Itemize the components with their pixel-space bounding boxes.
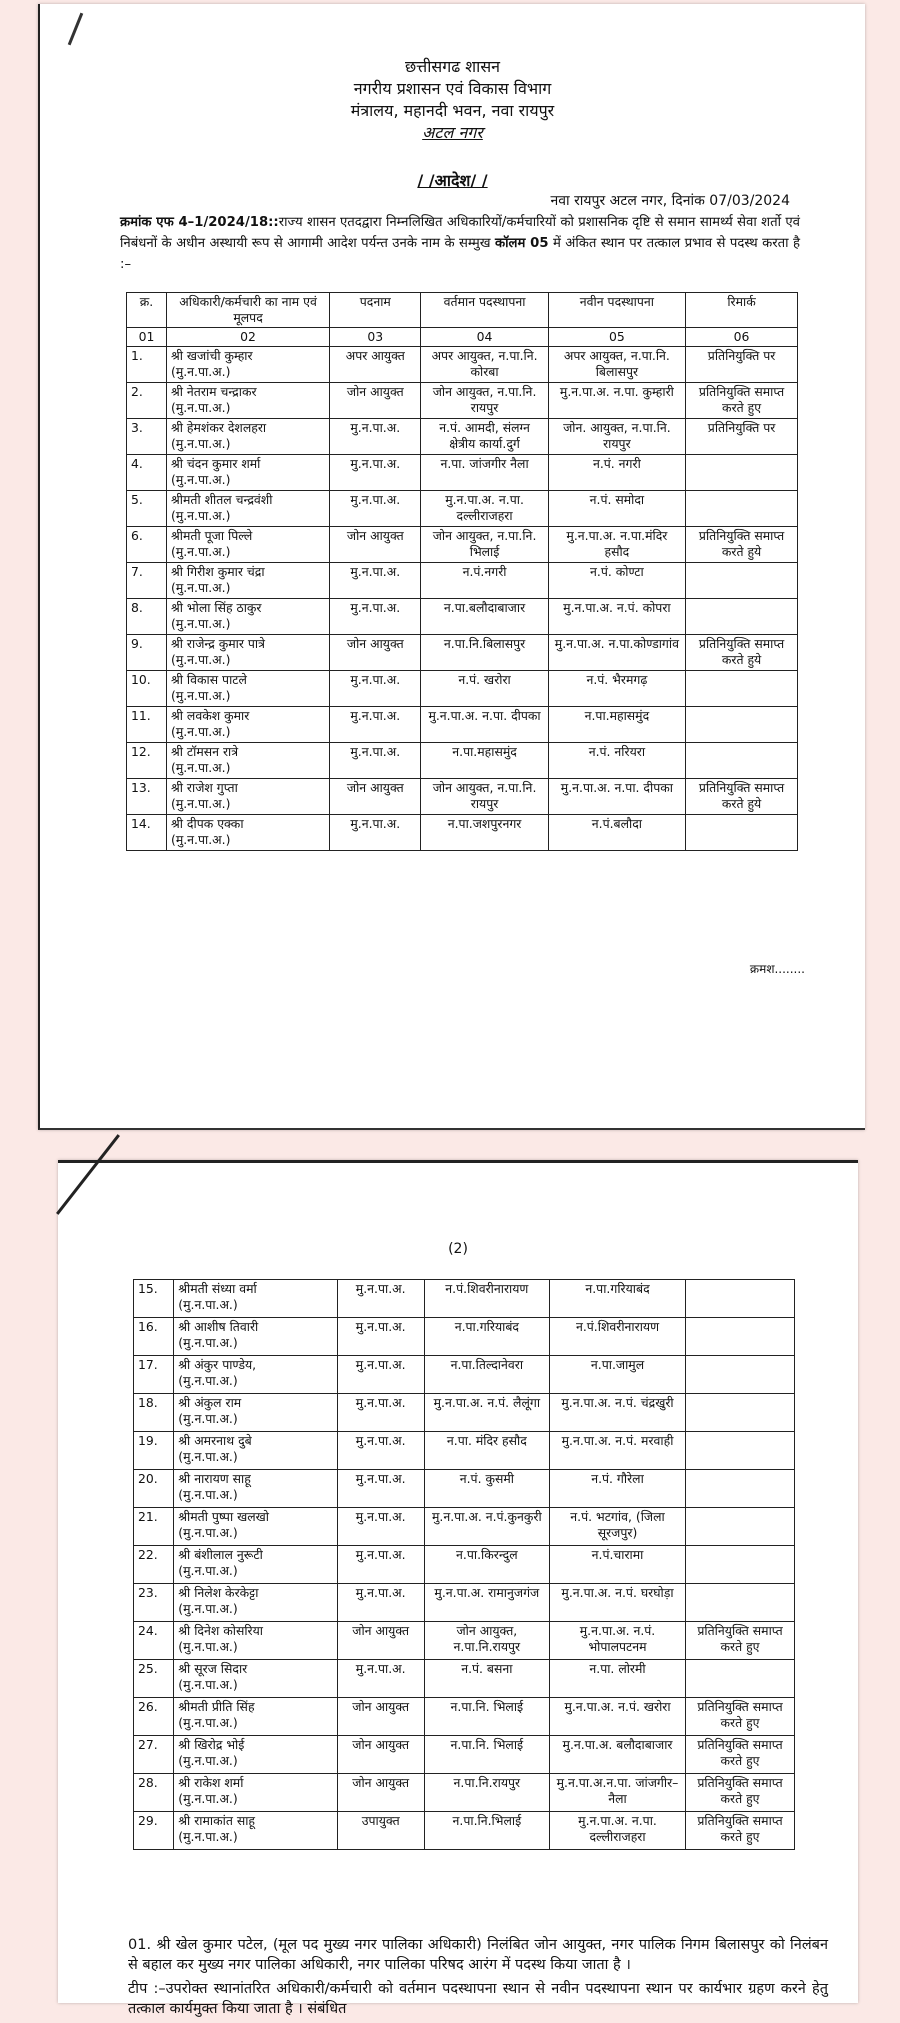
serial-number: 14.	[127, 815, 167, 851]
remark-cell: प्रतिनियुक्ति समाप्त करते हुए	[686, 383, 798, 419]
current-posting-cell: मु.न.पा.अ. न.पा. दल्लीराजहरा	[421, 491, 548, 527]
remark-cell: प्रतिनियुक्ति समाप्त करते हुये	[686, 779, 798, 815]
officer-cadre: (मु.न.पा.अ.)	[178, 1335, 238, 1350]
designation-cell: जोन आयुक्त	[337, 1736, 424, 1774]
designation-cell: मु.न.पा.अ.	[330, 815, 421, 851]
designation-cell: मु.न.पा.अ.	[330, 455, 421, 491]
new-posting-cell: मु.न.पा.अ. न.पं. घरघोड़ा	[549, 1584, 685, 1622]
serial-number: 12.	[127, 743, 167, 779]
col-num: 02	[167, 328, 330, 347]
remark-cell: प्रतिनियुक्ति समाप्त करते हुए	[686, 1812, 795, 1850]
officer-name-text: श्री राजेश गुप्ता	[171, 780, 238, 795]
serial-number: 23.	[134, 1584, 174, 1622]
officer-name-text: श्री राकेश शर्मा	[178, 1775, 244, 1790]
designation-cell: जोन आयुक्त	[337, 1622, 424, 1660]
officer-name	[174, 1546, 337, 1584]
remark-cell	[686, 563, 798, 599]
notes-section	[128, 1935, 828, 2023]
table-row	[127, 599, 798, 635]
table-row	[134, 1508, 795, 1546]
new-posting-cell: मु.न.पा.अ. बलौदाबाजार	[549, 1736, 685, 1774]
order-reference: क्रमांक एफ 4–1/2024/18::	[120, 215, 279, 230]
designation-cell: मु.न.पा.अ.	[330, 671, 421, 707]
designation-cell: मु.न.पा.अ.	[337, 1432, 424, 1470]
intro-paragraph	[120, 212, 800, 275]
officer-name	[167, 455, 330, 491]
remark-cell	[686, 1280, 795, 1318]
remark-cell	[686, 671, 798, 707]
header-new: नवीन पदस्थापना	[548, 293, 685, 328]
officer-name-text: श्री आशीष तिवारी	[178, 1319, 259, 1334]
table-row	[134, 1774, 795, 1812]
officer-name-text: श्री चंदन कुमार शर्मा	[171, 456, 261, 471]
officer-name-text: श्री सूरज सिदार	[178, 1661, 248, 1676]
remark-cell	[686, 1394, 795, 1432]
new-posting-cell: न.पं. भटगांव, (जिला सूरजपुर)	[549, 1508, 685, 1546]
officer-name-text: श्री खजांची कुम्हार	[171, 348, 253, 363]
officer-name-text: श्री विकास पाटले	[171, 672, 247, 687]
serial-number: 10.	[127, 671, 167, 707]
current-posting-cell: न.पा.तिल्दानेवरा	[424, 1356, 549, 1394]
current-posting-cell: जोन आयुक्त, न.पा.नि.रायपुर	[424, 1622, 549, 1660]
new-posting-cell: मु.न.पा.अ. न.पा.मंदिर हसौद	[548, 527, 685, 563]
serial-number: 2.	[127, 383, 167, 419]
serial-number: 15.	[134, 1280, 174, 1318]
new-posting-cell: न.पं.बलौदा	[548, 815, 685, 851]
document-page-1	[38, 4, 865, 1130]
officer-cadre: (मु.न.पा.अ.)	[178, 1677, 238, 1692]
officer-cadre: (मु.न.पा.अ.)	[171, 760, 231, 775]
designation-cell: जोन आयुक्त	[337, 1774, 424, 1812]
current-posting-cell: न.पा.नि.रायपुर	[424, 1774, 549, 1812]
officer-cadre: (मु.न.पा.अ.)	[171, 832, 231, 847]
new-posting-cell: न.पा.गरियाबंद	[549, 1280, 685, 1318]
officer-name-text: श्रीमती संध्या वर्मा	[178, 1281, 257, 1296]
header-name: अधिकारी/कर्मचारी का नाम एवं मूलपद	[167, 293, 330, 328]
table-row	[134, 1280, 795, 1318]
serial-number: 21.	[134, 1508, 174, 1546]
table-body-page-2	[134, 1280, 795, 1850]
page-number: (2)	[448, 1241, 468, 1257]
officer-name	[174, 1622, 337, 1660]
current-posting-cell: न.पं. कुसमी	[424, 1470, 549, 1508]
officer-cadre: (मु.न.पा.अ.)	[178, 1411, 238, 1426]
current-posting-cell: न.पं. बसना	[424, 1660, 549, 1698]
serial-number: 26.	[134, 1698, 174, 1736]
new-posting-cell: न.पं.शिवरीनारायण	[549, 1318, 685, 1356]
officer-cadre: (मु.न.पा.अ.)	[171, 472, 231, 487]
officer-name-text: श्री खिरोद्र भोई	[178, 1737, 245, 1752]
remark-cell	[686, 1318, 795, 1356]
remark-cell	[686, 815, 798, 851]
table-row	[134, 1394, 795, 1432]
officer-name	[167, 779, 330, 815]
table-row	[127, 527, 798, 563]
serial-number: 19.	[134, 1432, 174, 1470]
officer-cadre: (मु.न.पा.अ.)	[171, 616, 231, 631]
new-posting-cell: मु.न.पा.अ. न.पं. खरोरा	[549, 1698, 685, 1736]
officer-name	[167, 527, 330, 563]
officer-name	[174, 1698, 337, 1736]
new-posting-cell: मु.न.पा.अ. न.पं. भोपालपटनम	[549, 1622, 685, 1660]
new-posting-cell: मु.न.पा.अ.न.पा. जांजगीर–नैला	[549, 1774, 685, 1812]
table-row	[134, 1356, 795, 1394]
designation-cell: मु.न.पा.अ.	[337, 1508, 424, 1546]
officer-name	[174, 1508, 337, 1546]
serial-number: 3.	[127, 419, 167, 455]
remark-cell	[686, 1432, 795, 1470]
current-posting-cell: न.पं. आमदी, संलग्न क्षेत्रीय कार्या.दुर्ग	[421, 419, 548, 455]
remark-cell	[686, 491, 798, 527]
table-row	[127, 455, 798, 491]
designation-cell: मु.न.पा.अ.	[330, 491, 421, 527]
designation-cell: अपर आयुक्त	[330, 347, 421, 383]
officer-name-text: श्री अंकुल राम	[178, 1395, 242, 1410]
remark-cell: प्रतिनियुक्ति पर	[686, 347, 798, 383]
designation-cell: जोन आयुक्त	[337, 1698, 424, 1736]
table-row	[127, 491, 798, 527]
intro-body: राज्य शासन एतदद्वारा निम्नलिखित अधिकारियों/कर्मचारियों को प्रशासनिक दृष्टि से समान सामर्थ्य सेवा शर्तो एवं निबंधनों के अधीन अस्थायी रूप से आगामी आदेश पर्यन्त उनके नाम के सम्मुख	[120, 215, 800, 251]
officer-name-text: श्री लवकेश कुमार	[171, 708, 250, 723]
document-page-2	[58, 1160, 858, 2017]
designation-cell: मु.न.पा.अ.	[330, 419, 421, 455]
current-posting-cell: अपर आयुक्त, न.पा.नि. कोरबा	[421, 347, 548, 383]
header-sn: क्र.	[127, 293, 167, 328]
col-num: 06	[686, 328, 798, 347]
current-posting-cell: जोन आयुक्त, न.पा.नि. भिलाई	[421, 527, 548, 563]
designation-cell: जोन आयुक्त	[330, 635, 421, 671]
officer-cadre: (मु.न.पा.अ.)	[178, 1449, 238, 1464]
new-posting-cell: अपर आयुक्त, न.पा.नि. बिलासपुर	[548, 347, 685, 383]
ministry-address: मंत्रालय, महानदी भवन, नवा रायपुर	[350, 101, 555, 120]
officer-name-text: श्रीमती प्रीति सिंह	[178, 1699, 255, 1714]
officer-name-text: श्री नेतराम चन्द्राकर	[171, 384, 257, 399]
officer-cadre: (मु.न.पा.अ.)	[171, 436, 231, 451]
serial-number: 22.	[134, 1546, 174, 1584]
officer-cadre: (मु.न.पा.अ.)	[178, 1715, 238, 1730]
serial-number: 24.	[134, 1622, 174, 1660]
header-current: वर्तमान पदस्थापना	[421, 293, 548, 328]
pen-mark	[68, 13, 84, 46]
table-row	[134, 1698, 795, 1736]
table-row	[127, 635, 798, 671]
designation-cell: जोन आयुक्त	[330, 527, 421, 563]
col-num: 04	[421, 328, 548, 347]
designation-cell: जोन आयुक्त	[330, 383, 421, 419]
serial-number: 6.	[127, 527, 167, 563]
new-posting-cell: जोन. आयुक्त, न.पा.नि. रायपुर	[548, 419, 685, 455]
officer-name-text: श्री टॉमसन रात्रे	[171, 744, 239, 759]
serial-number: 16.	[134, 1318, 174, 1356]
col-num: 03	[330, 328, 421, 347]
table-row	[127, 671, 798, 707]
current-posting-cell: न.पा.जशपुरनगर	[421, 815, 548, 851]
officer-name	[167, 491, 330, 527]
city-name: अटल नगर	[422, 123, 483, 142]
officer-name	[174, 1394, 337, 1432]
officer-name-text: श्री निलेश केरकेट्टा	[178, 1585, 259, 1600]
current-posting-cell: जोन आयुक्त, न.पा.नि. रायपुर	[421, 383, 548, 419]
officer-cadre: (मु.न.पा.अ.)	[178, 1639, 238, 1654]
new-posting-cell: मु.न.पा.अ. न.पं. मरवाही	[549, 1432, 685, 1470]
officer-name-text: श्री दिनेश कोसरिया	[178, 1623, 264, 1638]
new-posting-cell: न.पं.चारामा	[549, 1546, 685, 1584]
new-posting-cell: मु.न.पा.अ. न.पं. चंद्रखुरी	[549, 1394, 685, 1432]
officer-cadre: (मु.न.पा.अ.)	[178, 1563, 238, 1578]
table-row	[127, 707, 798, 743]
department-name: नगरीय प्रशासन एवं विकास विभाग	[353, 79, 552, 98]
serial-number: 17.	[134, 1356, 174, 1394]
officer-cadre: (मु.न.पा.अ.)	[178, 1297, 238, 1312]
officer-name	[174, 1774, 337, 1812]
officer-name	[167, 815, 330, 851]
intro-end: में अंकित स्थान पर तत्काल प्रभाव से पदस्थ करता है :–	[120, 236, 800, 272]
table-row	[127, 779, 798, 815]
table-header-row	[127, 293, 798, 328]
remark-cell: प्रतिनियुक्ति समाप्त करते हुए	[686, 1698, 795, 1736]
officer-name-text: श्री अंकुर पाण्डेय,	[178, 1357, 257, 1372]
officer-cadre: (मु.न.पा.अ.)	[171, 796, 231, 811]
new-posting-cell: मु.न.पा.अ. न.पा.कोण्डागांव	[548, 635, 685, 671]
serial-number: 29.	[134, 1812, 174, 1850]
current-posting-cell: मु.न.पा.अ. न.पं. लैलूंगा	[424, 1394, 549, 1432]
current-posting-cell: मु.न.पा.अ. न.पं.कुनकुरी	[424, 1508, 549, 1546]
officer-name-text: श्रीमती पुष्पा खलखो	[178, 1509, 269, 1524]
remark-cell	[686, 1508, 795, 1546]
table-row	[127, 419, 798, 455]
serial-number: 27.	[134, 1736, 174, 1774]
officer-name	[174, 1432, 337, 1470]
officer-name	[174, 1660, 337, 1698]
serial-number: 13.	[127, 779, 167, 815]
designation-cell: मु.न.पा.अ.	[337, 1280, 424, 1318]
transfer-table-page-1	[126, 292, 798, 851]
current-posting-cell: न.पा.महासमुंद	[421, 743, 548, 779]
order-title: / /आदेश/ /	[417, 171, 488, 190]
continued-marker: क्रमश........	[749, 962, 805, 976]
new-posting-cell: न.पं. भैरमगढ़	[548, 671, 685, 707]
serial-number: 4.	[127, 455, 167, 491]
note-relieving: टीप :–उपरोक्त स्थानांतरित अधिकारी/कर्मचारी को वर्तमान पदस्थापना स्थान से नवीन पदस्थापना स्थान पर कार्यभार ग्रहण करने हेतु तत्काल कार्यमुक्त किया जाता है । संबंधित	[128, 1981, 828, 2017]
remark-cell	[686, 455, 798, 491]
serial-number: 5.	[127, 491, 167, 527]
officer-name-text: श्री राजेन्द्र कुमार पात्रे	[171, 636, 265, 651]
designation-cell: उपायुक्त	[337, 1812, 424, 1850]
officer-cadre: (मु.न.पा.अ.)	[171, 400, 231, 415]
table-row	[134, 1736, 795, 1774]
officer-name-text: श्री रामाकांत साहू	[178, 1813, 255, 1828]
table-row	[134, 1584, 795, 1622]
serial-number: 7.	[127, 563, 167, 599]
table-row	[134, 1546, 795, 1584]
note-reinstatement: 01. श्री खेल कुमार पटेल, (मूल पद मुख्य नगर पालिका अधिकारी) निलंबित जोन आयुक्त, नगर पालिक निगम बिलासपुर को निलंबन से बहाल कर मुख्य नगर पालिका अधिकारी, नगर पालिका परिषद आरंग में पदस्थ किया जाता है ।	[128, 1937, 828, 1973]
current-posting-cell: न.पा. जांजगीर नैला	[421, 455, 548, 491]
table-row	[134, 1470, 795, 1508]
table-body-page-1	[127, 347, 798, 851]
current-posting-cell: जोन आयुक्त, न.पा.नि. रायपुर	[421, 779, 548, 815]
officer-name	[174, 1812, 337, 1850]
header-remark: रिमार्क	[686, 293, 798, 328]
current-posting-cell: न.पा.नि. भिलाई	[424, 1736, 549, 1774]
officer-name	[174, 1318, 337, 1356]
current-posting-cell: न.पा.नि.भिलाई	[424, 1812, 549, 1850]
current-posting-cell: न.पा. मंदिर हसौद	[424, 1432, 549, 1470]
current-posting-cell: न.पा.गरियाबंद	[424, 1318, 549, 1356]
officer-cadre: (मु.न.पा.अ.)	[171, 580, 231, 595]
govt-title: छत्तीसगढ शासन	[404, 57, 501, 76]
officer-cadre: (मु.न.पा.अ.)	[178, 1487, 238, 1502]
new-posting-cell: न.पा. लोरमी	[549, 1660, 685, 1698]
officer-name	[167, 563, 330, 599]
officer-name-text: श्रीमती पूजा पिल्ले	[171, 528, 253, 543]
table-row	[134, 1812, 795, 1850]
officer-name	[167, 635, 330, 671]
remark-cell	[686, 743, 798, 779]
table-row	[127, 743, 798, 779]
officer-cadre: (मु.न.पा.अ.)	[178, 1753, 238, 1768]
designation-cell: जोन आयुक्त	[330, 779, 421, 815]
new-posting-cell: मु.न.पा.अ. न.पं. कोपरा	[548, 599, 685, 635]
officer-name-text: श्रीमती शीतल चन्द्रवंशी	[171, 492, 273, 507]
current-posting-cell: मु.न.पा.अ. रामानुजगंज	[424, 1584, 549, 1622]
officer-name-text: श्री हेमशंकर देशलहरा	[171, 420, 267, 435]
remark-cell: प्रतिनियुक्ति समाप्त करते हुये	[686, 635, 798, 671]
remark-cell: प्रतिनियुक्ति समाप्त करते हुए	[686, 1774, 795, 1812]
officer-name	[167, 419, 330, 455]
intro-column-ref: कॉलम 05	[494, 236, 549, 251]
table-row	[134, 1318, 795, 1356]
officer-name	[167, 347, 330, 383]
table-row	[134, 1660, 795, 1698]
officer-name	[167, 671, 330, 707]
current-posting-cell: मु.न.पा.अ. न.पा. दीपका	[421, 707, 548, 743]
officer-name	[167, 383, 330, 419]
designation-cell: मु.न.पा.अ.	[337, 1356, 424, 1394]
transfer-table-page-2	[133, 1279, 795, 1850]
designation-cell: मु.न.पा.अ.	[337, 1546, 424, 1584]
remark-cell	[686, 1584, 795, 1622]
header-designation: पदनाम	[330, 293, 421, 328]
serial-number: 25.	[134, 1660, 174, 1698]
officer-cadre: (मु.न.पा.अ.)	[178, 1829, 238, 1844]
remark-cell: प्रतिनियुक्ति समाप्त करते हुए	[686, 1736, 795, 1774]
officer-cadre: (मु.न.पा.अ.)	[171, 508, 231, 523]
officer-name-text: श्री बंशीलाल नुरूटी	[178, 1547, 263, 1562]
serial-number: 20.	[134, 1470, 174, 1508]
remark-cell	[686, 1546, 795, 1584]
remark-cell	[686, 1660, 795, 1698]
new-posting-cell: न.पा.जामुल	[549, 1356, 685, 1394]
officer-name	[167, 743, 330, 779]
serial-number: 28.	[134, 1774, 174, 1812]
new-posting-cell: मु.न.पा.अ. न.पा. दीपका	[548, 779, 685, 815]
serial-number: 11.	[127, 707, 167, 743]
officer-cadre: (मु.न.पा.अ.)	[171, 544, 231, 559]
col-num: 01	[127, 328, 167, 347]
officer-name	[174, 1470, 337, 1508]
designation-cell: मु.न.पा.अ.	[330, 563, 421, 599]
current-posting-cell: न.पा.किरन्दुल	[424, 1546, 549, 1584]
table-row	[127, 815, 798, 851]
designation-cell: मु.न.पा.अ.	[330, 599, 421, 635]
place-date: नवा रायपुर अटल नगर, दिनांक 07/03/2024	[550, 193, 790, 209]
officer-name-text: श्री गिरीश कुमार चंद्रा	[171, 564, 265, 579]
new-posting-cell: न.पं. नरियरा	[548, 743, 685, 779]
remark-cell: प्रतिनियुक्ति पर	[686, 419, 798, 455]
new-posting-cell: न.पं. गौरेला	[549, 1470, 685, 1508]
officer-name	[167, 599, 330, 635]
officer-cadre: (मु.न.पा.अ.)	[178, 1525, 238, 1540]
designation-cell: मु.न.पा.अ.	[337, 1660, 424, 1698]
designation-cell: मु.न.पा.अ.	[330, 743, 421, 779]
officer-cadre: (मु.न.पा.अ.)	[171, 652, 231, 667]
new-posting-cell: न.पं. कोण्टा	[548, 563, 685, 599]
designation-cell: मु.न.पा.अ.	[337, 1584, 424, 1622]
officer-name-text: श्री भोला सिंह ठाकुर	[171, 600, 262, 615]
officer-cadre: (मु.न.पा.अ.)	[171, 688, 231, 703]
officer-name-text: श्री नारायण साहू	[178, 1471, 251, 1486]
officer-name	[174, 1356, 337, 1394]
remark-cell	[686, 707, 798, 743]
designation-cell: मु.न.पा.अ.	[330, 707, 421, 743]
table-row	[134, 1622, 795, 1660]
officer-name-text: श्री अमरनाथ दुबे	[178, 1433, 252, 1448]
table-row	[127, 383, 798, 419]
column-number-row	[127, 328, 798, 347]
remark-cell	[686, 1356, 795, 1394]
officer-cadre: (मु.न.पा.अ.)	[171, 724, 231, 739]
remark-cell	[686, 599, 798, 635]
serial-number: 9.	[127, 635, 167, 671]
remark-cell: प्रतिनियुक्ति समाप्त करते हुये	[686, 527, 798, 563]
page-corner-fold	[56, 1134, 120, 1215]
remark-cell	[686, 1470, 795, 1508]
remark-cell: प्रतिनियुक्ति समाप्त करते हुए	[686, 1622, 795, 1660]
officer-cadre: (मु.न.पा.अ.)	[178, 1373, 238, 1388]
serial-number: 8.	[127, 599, 167, 635]
officer-cadre: (मु.न.पा.अ.)	[178, 1601, 238, 1616]
current-posting-cell: न.पं.नगरी	[421, 563, 548, 599]
serial-number: 18.	[134, 1394, 174, 1432]
col-num: 05	[548, 328, 685, 347]
current-posting-cell: न.पा.नि.बिलासपुर	[421, 635, 548, 671]
table-row	[127, 563, 798, 599]
officer-name-text: श्री दीपक एक्का	[171, 816, 244, 831]
current-posting-cell: न.पा.नि. भिलाई	[424, 1698, 549, 1736]
officer-name	[174, 1584, 337, 1622]
serial-number: 1.	[127, 347, 167, 383]
officer-name	[174, 1280, 337, 1318]
new-posting-cell: मु.न.पा.अ. न.पा. कुम्हारी	[548, 383, 685, 419]
designation-cell: मु.न.पा.अ.	[337, 1318, 424, 1356]
table-row	[127, 347, 798, 383]
designation-cell: मु.न.पा.अ.	[337, 1470, 424, 1508]
designation-cell: मु.न.पा.अ.	[337, 1394, 424, 1432]
new-posting-cell: न.पं. नगरी	[548, 455, 685, 491]
table-row	[134, 1432, 795, 1470]
officer-name	[174, 1736, 337, 1774]
officer-name	[167, 707, 330, 743]
new-posting-cell: न.पा.महासमुंद	[548, 707, 685, 743]
current-posting-cell: न.पा.बलौदाबाजार	[421, 599, 548, 635]
new-posting-cell: मु.न.पा.अ. न.पा. दल्लीराजहरा	[549, 1812, 685, 1850]
current-posting-cell: न.पं.शिवरीनारायण	[424, 1280, 549, 1318]
officer-cadre: (मु.न.पा.अ.)	[178, 1791, 238, 1806]
new-posting-cell: न.पं. समोदा	[548, 491, 685, 527]
current-posting-cell: न.पं. खरोरा	[421, 671, 548, 707]
officer-cadre: (मु.न.पा.अ.)	[171, 364, 231, 379]
